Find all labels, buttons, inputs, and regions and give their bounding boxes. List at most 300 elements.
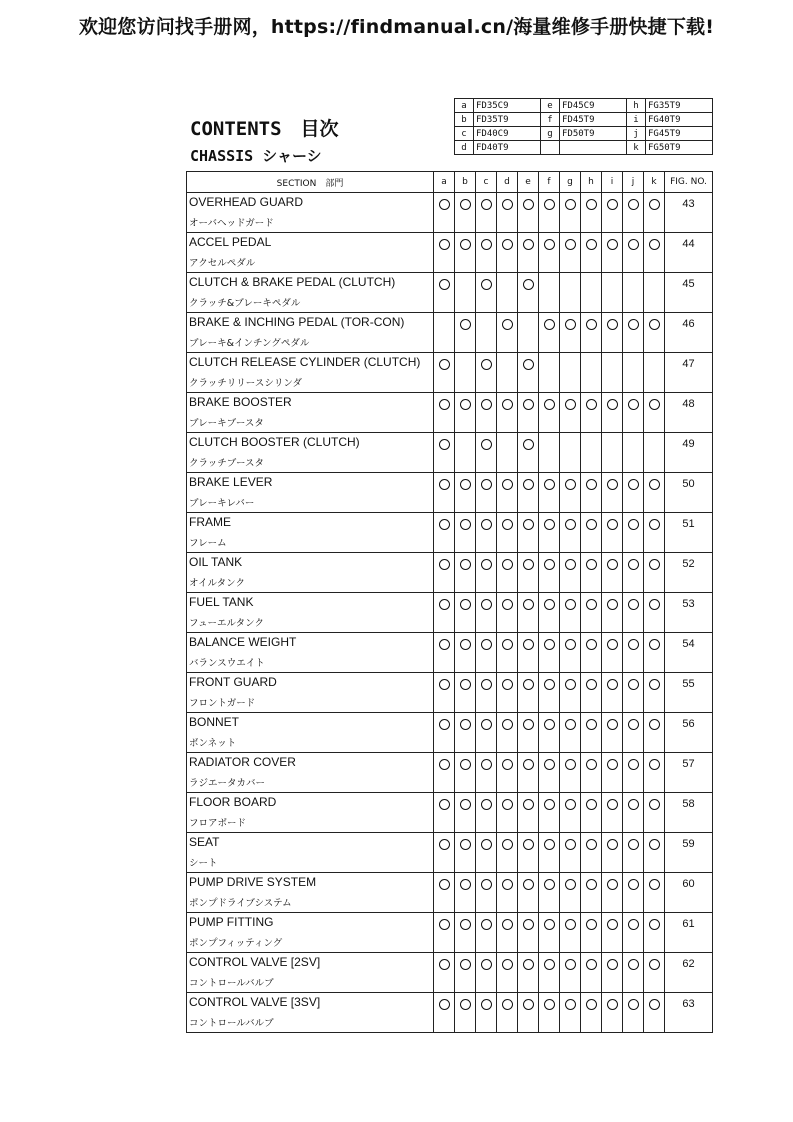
applicability-cell [434,193,455,233]
applicable-circle-icon [586,799,597,810]
applicable-circle-icon [544,199,555,210]
applicability-cell [497,993,518,1033]
applicability-cell [518,993,539,1033]
applicability-cell [434,273,455,313]
applicability-cell [455,793,476,833]
applicable-circle-icon [628,799,639,810]
applicable-circle-icon [460,959,471,970]
applicable-circle-icon [439,239,450,250]
applicable-circle-icon [565,199,576,210]
applicability-cell [602,793,623,833]
section-cell [187,713,434,753]
applicable-circle-icon [628,839,639,850]
applicability-cell [644,513,665,553]
applicability-cell [644,553,665,593]
applicability-cell [623,713,644,753]
applicable-circle-icon [523,959,534,970]
applicability-cell [581,393,602,433]
applicable-circle-icon [607,959,618,970]
applicability-cell [602,513,623,553]
applicability-cell [497,913,518,953]
applicability-cell [434,633,455,673]
applicability-cell [644,913,665,953]
applicable-circle-icon [586,879,597,890]
applicability-cell [581,953,602,993]
applicability-cell [434,793,455,833]
section-name-jp: オーバヘッドガード [189,218,274,229]
applicability-cell [602,673,623,713]
applicable-circle-icon [502,759,513,770]
applicability-cell [518,793,539,833]
model-letter: f [541,113,560,127]
applicable-circle-icon [481,559,492,570]
applicability-cell [581,673,602,713]
applicable-circle-icon [439,879,450,890]
applicable-circle-icon [544,399,555,410]
applicability-cell [497,753,518,793]
applicable-circle-icon [607,719,618,730]
applicable-circle-icon [586,519,597,530]
model-code: FG35T9 [646,99,713,113]
applicability-cell [434,593,455,633]
model-column-header: e [518,172,539,193]
applicable-circle-icon [544,239,555,250]
applicable-circle-icon [544,479,555,490]
applicability-cell [623,633,644,673]
fig-number: 48 [682,398,695,410]
applicability-cell [518,273,539,313]
applicable-circle-icon [607,639,618,650]
applicable-circle-icon [628,519,639,530]
applicable-circle-icon [460,479,471,490]
applicability-cell [434,553,455,593]
applicable-circle-icon [565,239,576,250]
model-letter: h [627,99,646,113]
section-name-jp: ブレーキレバー [189,498,255,509]
applicable-circle-icon [544,759,555,770]
model-letter: g [541,127,560,141]
applicability-cell [602,273,623,313]
applicable-circle-icon [439,519,450,530]
applicable-circle-icon [481,239,492,250]
applicability-cell [497,873,518,913]
applicability-cell [518,593,539,633]
applicability-cell [560,433,581,473]
applicable-circle-icon [460,799,471,810]
table-row [187,993,713,1033]
applicable-circle-icon [628,559,639,570]
model-legend-row [455,113,713,127]
applicable-circle-icon [460,639,471,650]
applicable-circle-icon [628,719,639,730]
fig-number-cell [665,593,713,633]
applicability-cell [644,353,665,393]
applicable-circle-icon [628,679,639,690]
fig-number-cell [665,833,713,873]
applicable-circle-icon [607,839,618,850]
applicability-cell [539,793,560,833]
fig-number: 44 [682,238,695,250]
applicability-cell [497,953,518,993]
fig-number: 43 [682,198,695,210]
applicable-circle-icon [439,719,450,730]
applicable-circle-icon [628,919,639,930]
model-letter: c [455,127,474,141]
applicable-circle-icon [502,879,513,890]
applicable-circle-icon [607,599,618,610]
applicability-cell [497,633,518,673]
model-code: FG45T9 [646,127,713,141]
applicable-circle-icon [481,639,492,650]
applicable-circle-icon [586,479,597,490]
applicable-circle-icon [502,199,513,210]
section-cell [187,513,434,553]
applicability-cell [560,593,581,633]
applicability-cell [539,593,560,633]
applicability-cell [455,513,476,553]
fig-number: 53 [682,598,695,610]
applicability-cell [455,313,476,353]
applicability-cell [497,433,518,473]
applicable-circle-icon [607,879,618,890]
applicable-circle-icon [439,679,450,690]
section-cell [187,753,434,793]
applicable-circle-icon [607,239,618,250]
applicable-circle-icon [607,319,618,330]
applicable-circle-icon [544,919,555,930]
applicable-circle-icon [439,279,450,290]
applicable-circle-icon [523,199,534,210]
section-name-jp: ボンネット [189,738,237,749]
model-letter: k [627,141,646,155]
applicability-cell [518,673,539,713]
applicability-cell [560,713,581,753]
applicable-circle-icon [523,519,534,530]
table-header-row [187,172,713,193]
applicable-circle-icon [628,319,639,330]
applicable-circle-icon [565,479,576,490]
applicability-cell [434,313,455,353]
applicability-cell [539,273,560,313]
applicability-cell [560,633,581,673]
applicability-cell [560,553,581,593]
applicability-cell [476,393,497,433]
section-name-jp: ブレーキ&インチングペダル [189,338,310,349]
applicability-cell [455,713,476,753]
fig-number-cell [665,313,713,353]
section-name-jp: シート [189,858,218,869]
applicable-circle-icon [649,719,660,730]
applicability-cell [518,833,539,873]
applicability-cell [623,673,644,713]
applicability-cell [539,513,560,553]
applicable-circle-icon [439,439,450,450]
applicability-cell [434,833,455,873]
applicability-cell [497,513,518,553]
applicability-cell [497,833,518,873]
applicable-circle-icon [481,679,492,690]
applicability-cell [623,953,644,993]
section-cell [187,233,434,273]
applicability-cell [455,673,476,713]
applicable-circle-icon [544,559,555,570]
applicable-circle-icon [586,599,597,610]
applicable-circle-icon [523,559,534,570]
applicability-cell [497,193,518,233]
applicable-circle-icon [628,759,639,770]
section-name-en: CONTROL VALVE [2SV] [189,955,321,969]
applicable-circle-icon [544,839,555,850]
applicability-cell [602,993,623,1033]
section-name-en: SEAT [189,835,220,849]
section-cell [187,593,434,633]
applicable-circle-icon [502,679,513,690]
section-cell [187,393,434,433]
applicable-circle-icon [502,559,513,570]
applicability-cell [644,953,665,993]
applicable-circle-icon [439,639,450,650]
applicability-cell [560,913,581,953]
applicable-circle-icon [649,559,660,570]
applicable-circle-icon [439,559,450,570]
applicability-cell [455,193,476,233]
applicable-circle-icon [439,919,450,930]
applicable-circle-icon [544,679,555,690]
applicability-cell [644,593,665,633]
fig-number: 52 [682,558,695,570]
applicability-cell [581,793,602,833]
applicability-cell [539,633,560,673]
applicability-cell [623,353,644,393]
applicability-cell [518,713,539,753]
applicable-circle-icon [565,599,576,610]
applicability-cell [518,473,539,513]
applicable-circle-icon [586,319,597,330]
section-name-jp: ポンプドライブシステム [189,898,292,909]
applicable-circle-icon [565,559,576,570]
fig-number: 56 [682,718,695,730]
applicability-cell [539,393,560,433]
table-row [187,753,713,793]
model-column-header: b [455,172,476,193]
applicable-circle-icon [439,399,450,410]
applicability-cell [602,953,623,993]
applicable-circle-icon [586,199,597,210]
section-name-en: BALANCE WEIGHT [189,635,297,649]
applicable-circle-icon [481,879,492,890]
applicable-circle-icon [586,559,597,570]
model-letter: b [455,113,474,127]
fig-number: 59 [682,838,695,850]
applicability-cell [560,193,581,233]
applicability-cell [434,393,455,433]
applicable-circle-icon [502,919,513,930]
table-row [187,193,713,233]
applicability-cell [476,433,497,473]
applicable-circle-icon [502,319,513,330]
model-code: FD50T9 [560,127,627,141]
section-cell [187,953,434,993]
section-name-jp: フレーム [189,538,227,549]
applicable-circle-icon [481,439,492,450]
applicability-cell [434,473,455,513]
applicable-circle-icon [439,599,450,610]
applicability-cell [581,433,602,473]
applicability-cell [602,633,623,673]
applicable-circle-icon [439,479,450,490]
applicability-cell [455,633,476,673]
applicability-cell [455,593,476,633]
applicability-cell [497,393,518,433]
applicable-circle-icon [649,879,660,890]
applicable-circle-icon [502,599,513,610]
applicability-cell [644,633,665,673]
applicable-circle-icon [481,279,492,290]
table-row [187,873,713,913]
fig-number: 47 [682,358,695,370]
fig-number: 50 [682,478,695,490]
applicability-cell [455,233,476,273]
section-name-en: PUMP FITTING [189,915,274,929]
applicability-cell [539,473,560,513]
applicable-circle-icon [502,399,513,410]
applicability-cell [539,673,560,713]
applicability-cell [455,433,476,473]
applicability-cell [476,993,497,1033]
applicability-cell [539,873,560,913]
applicable-circle-icon [481,959,492,970]
applicability-cell [518,553,539,593]
section-name-jp: クラッチリリースシリンダ [189,378,302,389]
applicability-cell [434,993,455,1033]
fig-number-cell [665,673,713,713]
fig-number-cell [665,713,713,753]
table-row [187,953,713,993]
applicable-circle-icon [607,799,618,810]
applicability-cell [518,353,539,393]
applicable-circle-icon [439,759,450,770]
fig-number: 55 [682,678,695,690]
applicability-cell [581,753,602,793]
applicable-circle-icon [460,879,471,890]
applicability-cell [539,753,560,793]
applicable-circle-icon [481,839,492,850]
applicability-cell [497,793,518,833]
applicability-cell [476,273,497,313]
applicability-cell [560,993,581,1033]
applicable-circle-icon [586,919,597,930]
table-row [187,353,713,393]
applicability-cell [434,673,455,713]
applicability-cell [476,873,497,913]
applicable-circle-icon [439,959,450,970]
table-row [187,713,713,753]
applicability-cell [644,313,665,353]
applicability-cell [644,873,665,913]
applicability-cell [623,233,644,273]
applicability-cell [518,313,539,353]
applicable-circle-icon [586,719,597,730]
applicability-cell [434,873,455,913]
applicability-cell [497,473,518,513]
applicability-cell [497,353,518,393]
applicable-circle-icon [460,519,471,530]
applicability-cell [560,833,581,873]
section-name-jp: フロアボード [189,818,247,829]
applicability-cell [455,553,476,593]
model-letter: e [541,99,560,113]
applicability-cell [497,673,518,713]
section-name-jp: アクセルペダル [189,258,256,269]
applicable-circle-icon [523,239,534,250]
applicable-circle-icon [649,959,660,970]
applicable-circle-icon [523,479,534,490]
section-name-en: RADIATOR COVER [189,755,296,769]
applicable-circle-icon [649,399,660,410]
applicability-cell [476,593,497,633]
applicability-cell [539,233,560,273]
applicability-cell [476,513,497,553]
applicable-circle-icon [607,519,618,530]
applicable-circle-icon [502,799,513,810]
section-cell [187,993,434,1033]
applicable-circle-icon [544,519,555,530]
applicability-cell [539,193,560,233]
applicability-cell [560,873,581,913]
table-row [187,633,713,673]
fig-number: 60 [682,878,695,890]
applicable-circle-icon [649,919,660,930]
applicability-cell [434,713,455,753]
applicability-cell [602,873,623,913]
applicability-cell [455,833,476,873]
section-name-en: CLUTCH BOOSTER (CLUTCH) [189,435,360,449]
applicability-cell [518,633,539,673]
applicable-circle-icon [481,799,492,810]
applicability-cell [581,593,602,633]
applicable-circle-icon [628,639,639,650]
applicability-cell [581,873,602,913]
table-row [187,833,713,873]
applicable-circle-icon [586,639,597,650]
applicable-circle-icon [649,999,660,1010]
section-name-en: CONTROL VALVE [3SV] [189,995,321,1009]
applicability-cell [623,473,644,513]
applicability-cell [623,513,644,553]
section-cell [187,273,434,313]
applicability-cell [476,353,497,393]
model-column-header: c [476,172,497,193]
applicable-circle-icon [628,959,639,970]
table-row [187,553,713,593]
fig-number-cell [665,553,713,593]
applicability-cell [581,193,602,233]
section-name-en: BRAKE LEVER [189,475,273,489]
applicability-cell [476,793,497,833]
applicability-cell [644,753,665,793]
model-code: FD40T9 [474,141,541,155]
table-row [187,673,713,713]
fig-number-cell [665,513,713,553]
applicability-cell [623,313,644,353]
applicable-circle-icon [628,239,639,250]
table-row [187,233,713,273]
applicability-cell [497,233,518,273]
applicability-cell [644,673,665,713]
applicability-cell [581,353,602,393]
applicable-circle-icon [544,879,555,890]
applicable-circle-icon [481,519,492,530]
